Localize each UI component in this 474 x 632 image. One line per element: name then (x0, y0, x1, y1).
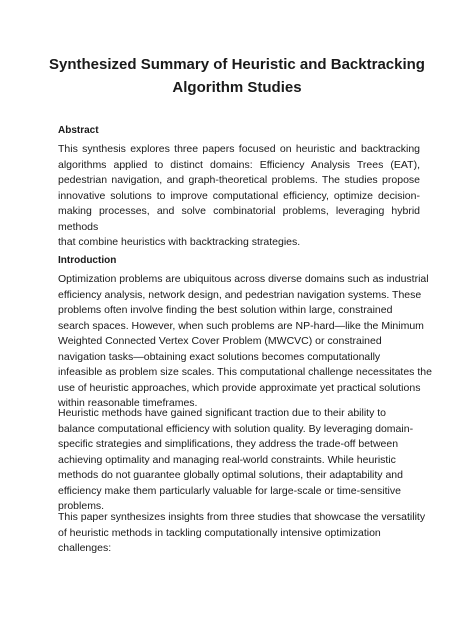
introduction-heading: Introduction (58, 255, 117, 266)
intro-p2-line: specific strategies and simplifications, they address the trade-off between (58, 438, 399, 450)
intro-p1-line: search spaces. However, when such problems are NP-hard—like the Minimum (58, 319, 424, 332)
intro-p1-line: infeasible as problem size scales. This computational challenge necessitates the (58, 366, 432, 378)
document-title (40, 53, 434, 99)
intro-paragraph-1 (58, 272, 432, 412)
intro-paragraph-2 (58, 406, 420, 515)
abstract-line: innovative solutions to improve computational efficiency, optimize decision- (58, 189, 420, 202)
intro-p3-line: challenges: (58, 542, 112, 554)
title-line-2: Algorithm Studies (172, 79, 302, 96)
abstract-line: algorithms applied to distinct domains: Efficiency Analysis Trees (EAT), (58, 158, 420, 171)
intro-p1-line: use of heuristic approaches, which provide approximate yet practical solutions (58, 381, 421, 394)
intro-p1-line: navigation tasks—obtaining exact solutions becomes computationally (58, 350, 381, 363)
title-line-1: Synthesized Summary of Heuristic and Backtracking (49, 56, 425, 73)
intro-p2-line: achieving optimality and managing real-world constraints. While heuristic (58, 453, 396, 466)
intro-p1-line: efficiency analysis, network design, and pedestrian navigation systems. These (58, 288, 422, 301)
intro-p2-line: efficiency make them particularly valuable for large-scale or time-sensitive (58, 484, 401, 497)
intro-p2-line: Heuristic methods have gained significant traction due to their ability to (58, 407, 387, 419)
intro-p1-line: Optimization problems are ubiquitous across diverse domains such as industrial (58, 273, 429, 285)
abstract-line: This synthesis explores three papers focused on heuristic and backtracking (58, 143, 420, 155)
intro-p2-line: problems. (58, 500, 105, 512)
intro-p1-line: problems often involve finding the best solution within large, constrained (58, 304, 393, 316)
intro-p3-line: This paper synthesizes insights from three studies that showcase the versatility (58, 511, 426, 523)
abstract-line: that combine heuristics with backtracking strategies. (58, 236, 301, 248)
intro-paragraph-3 (58, 510, 426, 557)
intro-p2-line: balance computational efficiency with solution quality. By leveraging domain- (58, 422, 414, 435)
intro-p1-line: within reasonable timeframes. (58, 397, 198, 409)
intro-p2-line: methods do not guarantee globally optimal solutions, their adaptability and (58, 469, 403, 481)
abstract-paragraph (58, 142, 420, 251)
abstract-line: making processes, and solve combinatorial problems, leveraging hybrid methods (58, 205, 420, 233)
abstract-heading: Abstract (58, 125, 99, 136)
intro-p3-line: of heuristic methods in tackling computationally intensive optimization (58, 526, 381, 539)
abstract-line: pedestrian navigation, and graph-theoretical problems. The studies propose (58, 174, 420, 186)
intro-p1-line: Weighted Connected Vertex Cover Problem (MWCVC) or constrained (58, 335, 382, 347)
